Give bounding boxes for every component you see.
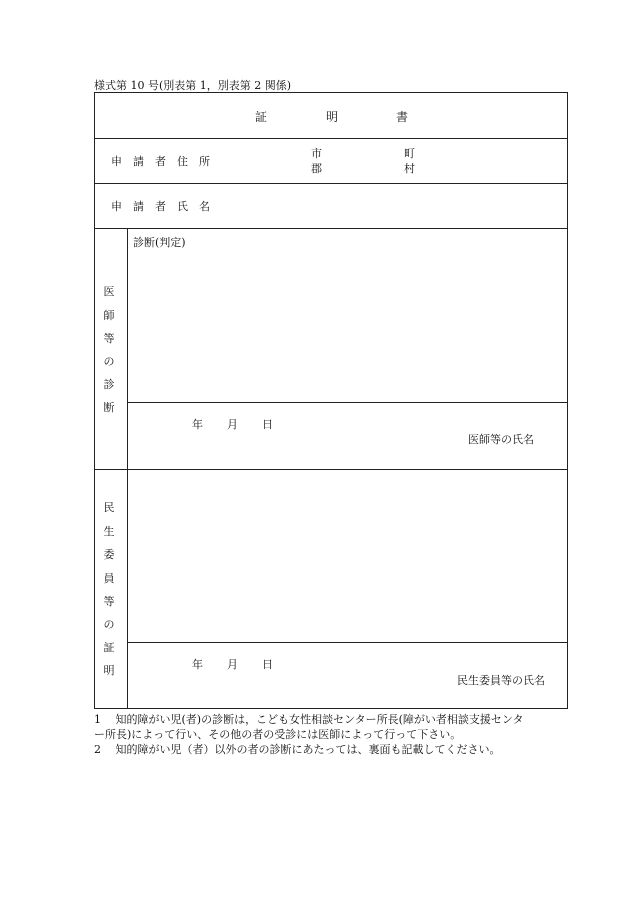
doctor-signature-label: 医師等の氏名 <box>468 433 534 446</box>
applicant-name-label: 申 請 者 氏 名 <box>111 200 210 213</box>
commissioner-label-char: 等 <box>103 595 115 608</box>
row-divider-address <box>94 183 568 184</box>
row-divider-doctor <box>94 469 568 470</box>
county-label: 郡 <box>311 162 322 175</box>
doctor-date-month: 月 <box>227 418 238 431</box>
village-label: 村 <box>404 162 415 175</box>
diagnosis-field[interactable] <box>128 252 567 400</box>
doctor-label-char: 師 <box>103 309 115 322</box>
title-char-1: 証 <box>255 110 268 124</box>
doctor-label-char: 断 <box>103 401 115 414</box>
commissioner-label-char: 明 <box>103 664 115 677</box>
doctor-date-year: 年 <box>192 418 203 431</box>
applicant-address-label: 申 請 者 住 所 <box>111 155 210 168</box>
commissioner-date-divider <box>127 642 568 643</box>
doctor-date-day: 日 <box>262 418 273 431</box>
commissioner-date-year: 年 <box>192 658 203 671</box>
doctor-label-char: 診 <box>103 378 115 391</box>
commissioner-date-day: 日 <box>262 658 273 671</box>
doctor-label-char: 等 <box>103 332 115 345</box>
commissioner-label-char: 生 <box>103 525 115 538</box>
town-label: 町 <box>404 147 415 160</box>
doctor-label-char: 医 <box>103 285 115 298</box>
commissioner-label-char: の <box>103 618 115 631</box>
certification-field[interactable] <box>128 471 567 640</box>
city-label: 市 <box>311 147 322 160</box>
form-number: 様式第 10 号(別表第 1，別表第 2 関係) <box>94 79 292 92</box>
note-1-line-1: 1 知的障がい児(者)の診断は，こども女性相談センター所長(障がい者相談支援センタ <box>94 713 524 726</box>
commissioner-label-char: 員 <box>103 572 115 585</box>
row-divider-title <box>94 138 568 139</box>
commissioner-signature-label: 民生委員等の氏名 <box>457 674 545 687</box>
doctor-date-divider <box>127 402 568 403</box>
commissioner-date-month: 月 <box>227 658 238 671</box>
row-divider-name <box>94 228 568 229</box>
commissioner-label-char: 委 <box>103 548 115 561</box>
commissioner-label-char: 証 <box>103 641 115 654</box>
commissioner-label-char: 民 <box>103 501 115 514</box>
doctor-label-char: の <box>103 355 115 368</box>
diagnosis-label: 診断(判定) <box>133 236 186 249</box>
title-char-3: 書 <box>396 110 409 124</box>
title-char-2: 明 <box>326 110 339 124</box>
note-2: 2 知的障がい児（者）以外の者の診断にあたっては、裏面も記載してください。 <box>94 743 501 756</box>
note-1-line-2: ー所長)によって行い、その他の者の受診には医師によって行って下さい。 <box>94 728 462 741</box>
